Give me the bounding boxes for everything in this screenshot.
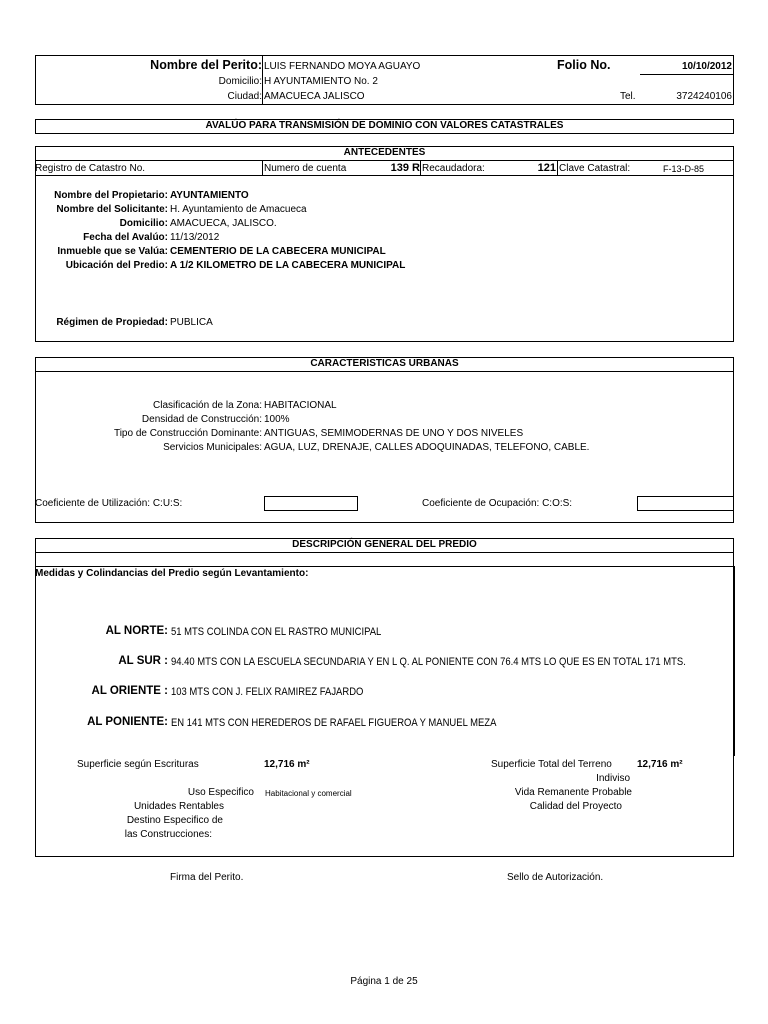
regimen-value: PUBLICA	[170, 317, 213, 328]
solicitante-label: Nombre del Solicitante:	[56, 204, 168, 215]
cos-field[interactable]	[637, 496, 734, 511]
tipo-label: Tipo de Construcción Dominante:	[113, 428, 262, 439]
ciudad-label: Ciudad:	[227, 91, 262, 102]
cos-label: Coeficiente de Ocupación: C:O:S:	[422, 498, 573, 509]
vida-label: Vida Remanente Probable	[514, 787, 632, 798]
recaudadora-label: Recaudadora:	[422, 163, 485, 174]
oriente-label: AL ORIENTE :	[91, 685, 168, 697]
propietario-domicilio-value: AMACUECA, JALISCO.	[170, 218, 277, 229]
sup-escrituras-label: Superficie según Escrituras	[77, 759, 199, 770]
cuenta-value: 139 R	[390, 162, 420, 174]
urbanas-heading: CARACTERÍSTICAS URBANAS	[310, 358, 459, 369]
poniente-label: AL PONIENTE:	[87, 716, 168, 728]
ubicacion-label: Ubicación del Predio:	[65, 260, 168, 271]
regimen-label: Régimen de Propiedad:	[56, 317, 168, 328]
zona-value: HABITACIONAL	[264, 400, 337, 411]
destino-label-line1: Destino Especifico de	[126, 815, 223, 826]
uso-label: Uso Especifico	[187, 787, 254, 798]
domicilio-value: H AYUNTAMIENTO No. 2	[264, 76, 378, 87]
antecedentes-heading-line	[35, 160, 734, 161]
fecha-value: 11/13/2012	[170, 232, 220, 243]
header-divider	[262, 55, 263, 105]
clave-label: Clave Catastral:	[559, 163, 631, 174]
medidas-label: Medidas y Colindancias del Predio según Levantamiento:	[35, 568, 309, 579]
sup-escrituras-value: 12,716 m²	[264, 759, 310, 770]
uso-value: Habitacional y comercial	[265, 789, 352, 798]
zona-label: Clasificación de la Zona:	[153, 400, 262, 411]
perito-value: LUIS FERNANDO MOYA AGUAYO	[264, 61, 421, 72]
firma-label: Firma del Perito.	[170, 872, 244, 883]
servicios-value: AGUA, LUZ, DRENAJE, CALLES ADOQUINADAS, TELEFONO, CABLE.	[264, 442, 590, 453]
document-title: AVALÚO PARA TRANSMISIÓN DE DOMINIO CON VALORES CATASTRALES	[205, 120, 564, 131]
antecedentes-heading: ANTECEDENTES	[343, 147, 426, 158]
tel-label: Tel.	[620, 91, 636, 102]
oriente-value: 103 MTS CON J. FELIX RAMIREZ FAJARDO	[171, 686, 364, 698]
calidad-label: Calidad del Proyecto	[529, 801, 622, 812]
recaudadora-divider	[557, 160, 558, 175]
densidad-value: 100%	[264, 414, 290, 425]
recaudadora-value: 121	[537, 162, 556, 174]
urbanas-heading-line	[35, 371, 734, 372]
servicios-label: Servicios Municipales:	[163, 442, 262, 453]
unidades-label: Unidades Rentables	[133, 801, 224, 812]
cuenta-label: Numero de cuenta	[264, 163, 347, 174]
propietario-value: AYUNTAMIENTO	[170, 190, 249, 201]
sur-value: 94.40 MTS CON LA ESCUELA SECUNDARIA Y EN L Q. AL PONIENTE CON 76.4 MTS LO QUE ES EN TOTAL 171 MTS.	[171, 656, 686, 668]
norte-value: 51 MTS COLINDA CON EL RASTRO MUNICIPAL	[171, 626, 382, 638]
densidad-label: Densidad de Construcción:	[141, 414, 262, 425]
descripcion-heading-line	[35, 552, 734, 553]
destino-label-line2: las Construcciones:	[124, 829, 212, 840]
folio-value: 10/10/2012	[681, 61, 732, 72]
fecha-label: Fecha del Avalúo:	[83, 232, 168, 243]
clave-value: F-13-D-85	[663, 164, 705, 174]
norte-label: AL NORTE:	[105, 625, 168, 637]
descripcion-row-line	[35, 566, 734, 567]
antecedentes-row-line	[35, 175, 734, 176]
page-number: Página 1 de 25	[350, 976, 418, 987]
cus-field[interactable]	[264, 496, 358, 511]
descripcion-heading: DESCRIPCIÓN GENERAL DEL PREDIO	[292, 539, 477, 550]
registro-divider	[262, 160, 263, 175]
perito-label: Nombre del Perito:	[150, 58, 262, 72]
header-folio-underline	[640, 74, 734, 75]
solicitante-value: H. Ayuntamiento de Amacueca	[170, 204, 307, 215]
ubicacion-value: A 1/2 KILOMETRO DE LA CABECERA MUNICIPAL	[170, 260, 406, 271]
propietario-domicilio-label: Domicilio:	[119, 218, 168, 229]
ciudad-value: AMACUECA JALISCO	[264, 91, 365, 102]
inmueble-label: Inmueble que se Valúa:	[57, 246, 168, 257]
sup-total-value: 12,716 m²	[637, 759, 683, 770]
tipo-value: ANTIGUAS, SEMIMODERNAS DE UNO Y DOS NIVELES	[264, 428, 524, 439]
registro-label: Registro de Catastro No.	[35, 163, 146, 174]
cus-label: Coeficiente de Utilización: C:U:S:	[35, 498, 183, 509]
propietario-label: Nombre del Propietario:	[54, 190, 168, 201]
poniente-value: EN 141 MTS CON HEREDEROS DE RAFAEL FIGUEROA Y MANUEL MEZA	[171, 717, 497, 729]
domicilio-label: Domicilio:	[218, 76, 262, 87]
indiviso-label: Indiviso	[596, 773, 630, 784]
tel-value: 3724240106	[676, 91, 732, 102]
descripcion-right-tick	[734, 566, 735, 756]
inmueble-value: CEMENTERIO DE LA CABECERA MUNICIPAL	[170, 246, 386, 257]
sello-label: Sello de Autorización.	[507, 872, 604, 883]
folio-label: Folio No.	[557, 58, 611, 72]
sur-label: AL SUR :	[118, 655, 168, 667]
cuenta-divider	[420, 160, 421, 175]
sup-total-label: Superficie Total del Terreno	[491, 759, 612, 770]
